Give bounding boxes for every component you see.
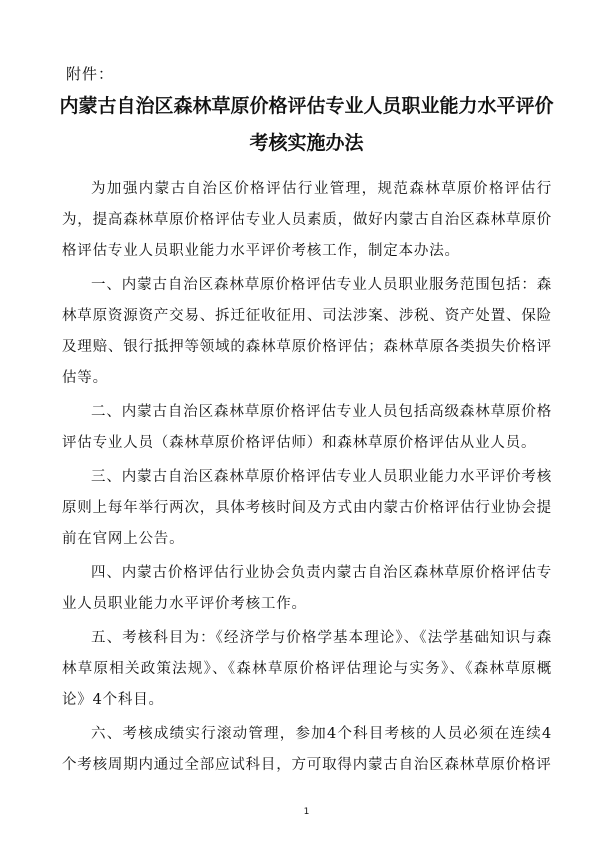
document-title-line1: 内蒙古自治区森林草原价格评估专业人员职业能力水平评价 bbox=[59, 95, 554, 117]
document-title-line2: 考核实施办法 bbox=[249, 132, 364, 154]
page-number: 1 bbox=[303, 807, 310, 817]
paragraph-intro: 为加强内蒙古自治区价格评估行业管理，规范森林草原价格评估行为，提高森林草原价格评估专业人员素质，做好内蒙古自治区森林草原价格评估专业人员职业能力水平评价考核工作，制定本办法。 bbox=[62, 181, 552, 259]
paragraph-5: 五、考核科目为：《经济学与价格学基本理论》、《法学基础知识与森林草原相关政策法规》、《森林草原价格评估理论与实务》、《森林草原概论》4个科目。 bbox=[62, 630, 552, 708]
paragraph-2: 二、内蒙古自治区森林草原价格评估专业人员包括高级森林草原价格评估专业人员（森林草原价格评估师）和森林草原价格评估从业人员。 bbox=[62, 404, 552, 451]
paragraph-4: 四、内蒙古价格评估行业协会负责内蒙古自治区森林草原价格评估专业人员职业能力水平评价考核工作。 bbox=[62, 565, 552, 612]
paragraph-1: 一、内蒙古自治区森林草原价格评估专业人员职业服务范围包括：森林草原资源资产交易、拆迁征收征用、司法涉案、涉税、资产处置、保险及理赔、银行抵押等领域的森林草原价格评估；森林草原各类损失价格评估等。 bbox=[62, 277, 552, 386]
paragraph-6: 六、考核成绩实行滚动管理，参加4个科目考核的人员必须在连续4个考核周期内通过全部应试科目，方可取得内蒙古自治区森林草原价格评 bbox=[62, 726, 552, 773]
attachment-label: 附件： bbox=[66, 65, 115, 83]
paragraph-3: 三、内蒙古自治区森林草原价格评估专业人员职业能力水平评价考核原则上每年举行两次，具体考核时间及方式由内蒙古价格评估行业协会提前在官网上公告。 bbox=[62, 469, 552, 547]
document-body bbox=[62, 174, 552, 784]
